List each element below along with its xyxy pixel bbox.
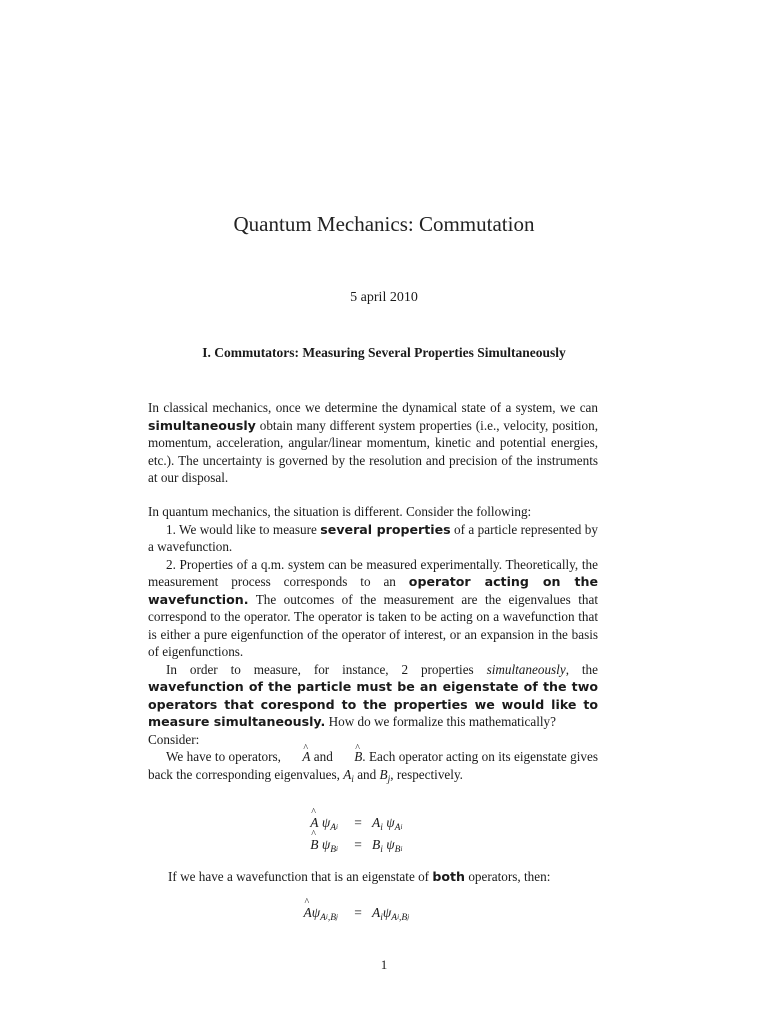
document-date: 5 april 2010 (350, 290, 418, 305)
eigenvalue-a: A (343, 766, 352, 782)
psi-symbol: ψ (321, 815, 331, 830)
subscript: B (394, 845, 401, 855)
psi-symbol: ψ (386, 837, 395, 852)
paragraph-text: The outcomes of the measurement are the eigenvalues that correspond to the operator. The operator is taken to be acting on a wavefunction that is either a pure eigenfunction of the operator of interest, or an expansion in the basis of eigenfunctions. (148, 591, 598, 659)
subscript: A (391, 913, 398, 923)
consider-label: Consider: (148, 731, 200, 747)
paragraph-text: 2. Properties of a q.m. system can be measured experimentally. Theoretically, the measurement process corresponds to an (148, 556, 598, 589)
paragraph-classical (148, 399, 598, 487)
subscript: j (387, 774, 391, 785)
paragraph-text: obtain many different system properties (i.e., velocity, position, momentum, acceleration, angular/linear momentum, kinetic and potential energies, etc.). The uncertainty is governed by the resolution and precision of the instruments at our disposal. (148, 417, 598, 485)
emphasis-bold: simultaneously (148, 417, 256, 433)
paragraph-text: , the (565, 661, 598, 677)
coefficient: B (372, 837, 381, 852)
sub-subscript: i (400, 823, 403, 831)
operators-sentence (148, 748, 598, 789)
equation-rhs (372, 815, 402, 833)
paragraph-text: In classical mechanics, once we determine the dynamical state of a system, we can (148, 400, 598, 415)
eigenvalue-b: B (379, 766, 388, 782)
sub-subscript: i (397, 913, 400, 921)
equation-joint-eigenstate (0, 905, 768, 927)
subscript: i (380, 823, 383, 833)
equation-rhs (372, 837, 402, 855)
paragraph-text: operators, then: (465, 869, 551, 884)
emphasis-bold: both (432, 869, 466, 884)
emphasis-bold: several properties (320, 521, 451, 537)
operator-b-hat: ^ B (336, 748, 362, 766)
equation-array-eigenvalue (0, 815, 768, 859)
list-item-2 (148, 556, 598, 661)
sub-subscript: j (407, 913, 410, 921)
paragraph-text: and (353, 766, 380, 782)
paragraph-text: We have to operators, (166, 749, 285, 764)
subscript: , (327, 913, 331, 923)
paragraph-quantum (148, 503, 598, 789)
psi-symbol: ψ (321, 837, 331, 852)
equals-sign: = (354, 905, 362, 920)
paragraph-text: 1. We would like to measure (166, 521, 321, 537)
equals-sign: = (354, 837, 362, 852)
subscript: B (330, 845, 337, 855)
document-title: Quantum Mechanics: Commutation (233, 212, 535, 236)
equation-rhs (372, 905, 409, 923)
psi-symbol: ψ (382, 905, 392, 920)
subscript: i (380, 845, 383, 855)
operator-a-hat: ^ A (284, 748, 310, 766)
coefficient: A (372, 815, 381, 830)
coefficient: A (372, 905, 381, 920)
equation-row (0, 837, 768, 859)
subscript: A (394, 823, 401, 833)
emphasis-bold: operator acting on the wavefunction. (148, 574, 598, 607)
psi-symbol: ψ (386, 815, 395, 830)
subscript: B (330, 913, 337, 923)
paragraph-text: In order to measure, for instance, 2 properties (166, 661, 487, 677)
list-item-3 (148, 661, 598, 731)
paragraph-text: If we have a wavefunction that is an eigenstate of (168, 869, 433, 884)
sub-subscript: i (336, 823, 338, 831)
subscript: i (380, 913, 383, 923)
subscript: A (330, 823, 337, 833)
section-heading: I. Commutators: Measuring Several Properties Simultaneously (202, 345, 566, 360)
paragraph-text: and (310, 749, 337, 764)
psi-symbol: ψ (311, 905, 321, 920)
page-number: 1 (380, 957, 388, 972)
paragraph-text: of a particle represented by a wavefunction. (148, 521, 598, 554)
equation-row (0, 905, 768, 927)
list-item-1 (148, 521, 598, 556)
sub-subscript: i (325, 913, 328, 921)
emphasis-italic: simultaneously (486, 661, 566, 677)
subscript: ,B (399, 913, 408, 923)
equals-sign: = (354, 815, 362, 830)
operator-hat: ^ A (303, 905, 311, 921)
paragraph-text: , respectively. (390, 766, 463, 782)
emphasis-bold: wavefunction of the particle must be an eigenstate of the two operators that corespond to the properties we would like to measure simultaneously. (148, 679, 598, 729)
operator-hat: ^ A (310, 815, 318, 831)
subscript: i (351, 774, 354, 785)
sub-subscript: j (336, 913, 338, 921)
subscript: A (320, 913, 326, 923)
equation-row (0, 815, 768, 837)
sub-subscript: i (336, 845, 338, 853)
equation-lhs (303, 905, 338, 923)
paragraph-both-operators (148, 869, 598, 885)
paragraph-intro: In quantum mechanics, the situation is different. Consider the following: (148, 504, 532, 519)
paragraph-text: . Each operator acting on its eigenstate gives back the corresponding eigenvalues, (148, 749, 598, 782)
paragraph-text: How do we formalize this mathematically? (325, 714, 556, 729)
sub-subscript: i (400, 845, 403, 853)
equation-lhs (310, 837, 338, 855)
operator-hat: ^ B (310, 837, 318, 853)
